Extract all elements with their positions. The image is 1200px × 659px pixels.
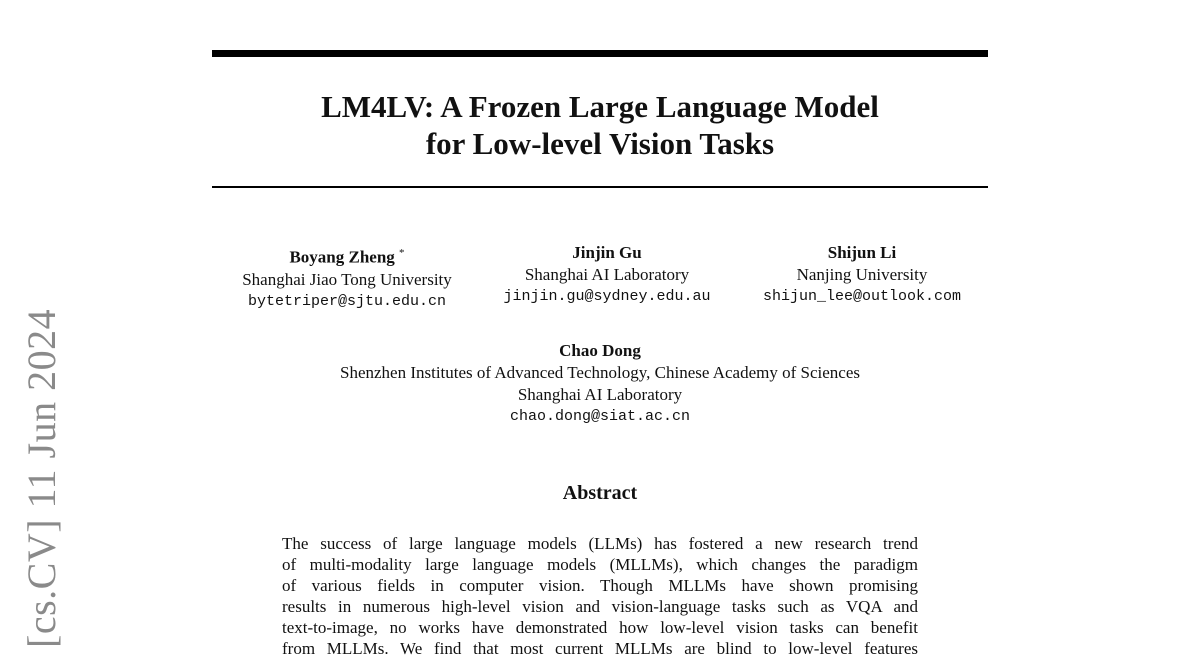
author-email[interactable]: jinjin.gu@sydney.edu.au [503, 288, 711, 305]
author-name: Jinjin Gu [572, 243, 642, 262]
abstract-line: of various fields in computer vision. Though MLLMs have shown promising [282, 576, 918, 595]
author-email[interactable]: shijun_lee@outlook.com [762, 288, 962, 305]
author-affiliation: Nanjing University [796, 265, 928, 284]
abstract-heading: Abstract [562, 482, 638, 504]
author-affiliation: Shenzhen Institutes of Advanced Technology, Chinese Academy of Sciences [339, 363, 860, 382]
author-name: Boyang Zheng * [289, 247, 405, 267]
abstract-line: The success of large language models (LLMs) has fostered a new research trend [282, 534, 918, 553]
author-email[interactable]: bytetriper@sjtu.edu.cn [247, 292, 447, 310]
author-name: Shijun Li [827, 243, 897, 262]
abstract-line: results in numerous high-level vision and vision-language tasks such as VQA and [282, 597, 918, 616]
author-footnote-mark: * [399, 247, 405, 259]
title-line-2: for Low-level Vision Tasks [425, 126, 775, 161]
author-name: Chao Dong [559, 341, 641, 360]
abstract-line: of multi-modality large language models (MLLMs), which changes the paradigm [282, 555, 918, 574]
paper-title [212, 88, 988, 162]
author-block-1 [222, 242, 472, 313]
title-rule [212, 186, 988, 188]
abstract-line: from MLLMs. We find that most current MLLMs are blind to low-level features [282, 639, 918, 658]
abstract-line: text-to-image, no works have demonstrated how low-level vision tasks can benefit [282, 618, 918, 637]
author-affiliation: Shanghai AI Laboratory [524, 265, 690, 284]
author-block-2 [487, 242, 727, 308]
author-affiliation: Shanghai Jiao Tong University [242, 269, 452, 289]
author-affiliation-secondary: Shanghai AI Laboratory [517, 385, 683, 404]
abstract-body [282, 533, 918, 659]
author-block-4 [212, 340, 988, 428]
arxiv-side-stamp: [cs.CV] 11 Jun 2024 [19, 308, 64, 648]
title-line-1: LM4LV: A Frozen Large Language Model [321, 89, 879, 124]
author-block-3 [746, 242, 978, 308]
author-email[interactable]: chao.dong@siat.ac.cn [509, 408, 691, 425]
top-rule [212, 50, 988, 57]
